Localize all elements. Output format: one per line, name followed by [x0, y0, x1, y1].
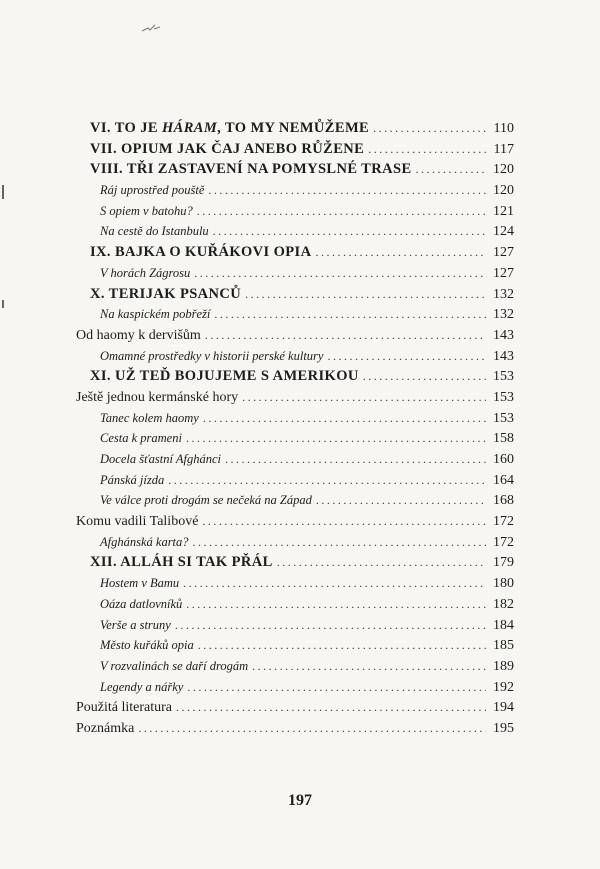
toc-subsection-entry: [76, 263, 514, 284]
dot-leader: [187, 677, 486, 698]
dot-leader: [193, 532, 486, 553]
toc-page-number: 132: [493, 286, 514, 302]
dot-leader: [202, 511, 486, 532]
toc-page-number: 195: [493, 720, 514, 736]
toc-entry-title: Afghánská karta?: [100, 534, 189, 549]
toc-entry-title: [76, 552, 273, 573]
dot-leader: [197, 201, 486, 222]
toc-subsection-entry: [76, 656, 514, 677]
toc-page-number: 158: [493, 431, 514, 447]
toc-entry-title: Docela šťastní Afghánci: [100, 452, 221, 466]
scan-edge-mark: [2, 185, 4, 199]
toc-page-number: 189: [493, 658, 514, 674]
dot-leader: [175, 615, 486, 636]
toc-subsection-entry: [76, 594, 514, 615]
toc-chapter-entry: [76, 118, 514, 139]
toc-page-number: 120: [493, 183, 514, 199]
page-number: 197: [288, 792, 312, 809]
toc-entry-title: Omamné prostředky v historii perské kultury: [100, 348, 324, 363]
toc-page-number: 164: [493, 472, 514, 488]
toc-entry-title: [76, 366, 359, 387]
toc-subsection-entry: [76, 573, 514, 594]
toc-entry-title-prefix: X. TERIJAK PSANCŮ: [90, 285, 242, 302]
toc-page-number: 168: [493, 493, 514, 509]
toc-page-number: 160: [493, 452, 514, 467]
dot-leader: [183, 573, 486, 594]
toc-entry-title: Hostem v Bamu: [100, 576, 180, 591]
toc-entry-title: Poznámka: [76, 720, 135, 736]
toc-entry-title-prefix: VI. TO JE: [90, 120, 162, 136]
dot-leader: [245, 284, 486, 305]
toc-entry-title: Na kaspickém pobřeží: [100, 307, 211, 322]
toc-chapter-entry: [76, 159, 514, 180]
toc-entry-title: Oáza datlovníků: [100, 596, 183, 611]
dot-leader: [138, 718, 486, 739]
toc-page-number: 121: [493, 203, 514, 219]
toc-entry-title: Komu vadili Talibové: [76, 514, 199, 530]
toc-subsection-entry: [76, 346, 514, 367]
dot-leader: [213, 221, 486, 242]
toc-page-number: 143: [493, 348, 514, 364]
toc-page-number: 184: [493, 617, 514, 633]
toc-section-entry: [76, 697, 514, 718]
dot-leader: [194, 263, 486, 284]
toc-page-number: 180: [493, 576, 514, 592]
dot-leader: [176, 697, 486, 718]
toc-page-number: 120: [493, 162, 514, 178]
scan-edge-mark: [2, 300, 4, 308]
toc-entry-title-emphasis: HÁRAM: [161, 120, 218, 136]
toc-entry-title: Na cestě do Istanbulu: [100, 224, 209, 239]
dot-leader: [203, 408, 486, 429]
dot-leader: [373, 118, 486, 139]
dot-leader: [214, 304, 486, 325]
scan-artifact-icon: [140, 22, 164, 34]
dot-leader: [208, 180, 486, 201]
toc-entry-title: Od haomy k dervišům: [76, 327, 201, 343]
table-of-contents: [76, 118, 514, 739]
toc-page-number: 153: [493, 410, 514, 426]
dot-leader: [416, 159, 486, 180]
dot-leader: [315, 242, 486, 263]
toc-entry-title-prefix: VIII. TŘI ZASTAVENÍ NA POMYSLNÉ TRASE: [90, 161, 412, 178]
toc-entry-title: Ve válce proti drogám se nečeká na Západ: [100, 493, 312, 508]
toc-section-entry: [76, 718, 514, 739]
toc-page-number: 172: [493, 514, 514, 530]
dot-leader: [327, 346, 486, 367]
toc-page-number: 117: [493, 141, 514, 157]
toc-page-number: 153: [493, 389, 514, 405]
toc-page-number: 192: [493, 679, 514, 695]
toc-section-entry: [76, 511, 514, 532]
toc-entry-title-prefix: XII. ALLÁH SI TAK PŘÁL: [90, 554, 273, 571]
toc-subsection-entry: [76, 677, 514, 698]
toc-subsection-entry: [76, 449, 514, 470]
dot-leader: [363, 366, 486, 387]
toc-section-entry: [76, 387, 514, 408]
toc-subsection-entry: [76, 615, 514, 636]
toc-entry-title: [76, 159, 412, 180]
toc-subsection-entry: [76, 201, 514, 222]
toc-entry-title: Pánská jízda: [100, 472, 165, 487]
toc-entry-title-prefix: VII. OPIUM JAK ČAJ ANEBO RŮŽENE: [90, 140, 365, 157]
toc-entry-title: [76, 242, 311, 263]
toc-subsection-entry: [76, 532, 514, 553]
toc-page-number: 127: [493, 265, 514, 281]
toc-entry-title: Tanec kolem haomy: [100, 410, 199, 425]
toc-section-entry: [76, 325, 514, 346]
dot-leader: [316, 490, 486, 511]
toc-page-number: 153: [493, 369, 514, 385]
toc-chapter-entry: [76, 552, 514, 573]
toc-entry-title: [76, 139, 364, 160]
toc-page-number: 127: [493, 245, 514, 261]
toc-entry-title: [76, 118, 369, 139]
dot-leader: [368, 139, 486, 160]
toc-entry-title: Použitá literatura: [76, 700, 173, 716]
toc-entry-title: S opiem v batohu?: [100, 203, 193, 218]
toc-subsection-entry: [76, 221, 514, 242]
toc-page-number: 194: [493, 700, 514, 716]
toc-page-number: 172: [493, 534, 514, 550]
toc-page-number: 179: [493, 555, 514, 571]
toc-page-number: 182: [493, 596, 514, 612]
toc-subsection-entry: [76, 470, 514, 491]
toc-entry-title: Verše a struny: [100, 617, 171, 632]
dot-leader: [252, 656, 486, 677]
toc-chapter-entry: [76, 366, 514, 387]
dot-leader: [168, 470, 486, 491]
toc-entry-title: [76, 284, 241, 305]
toc-subsection-entry: [76, 635, 514, 656]
toc-entry-title-prefix: XI. UŽ TEĎ BOJUJEME S AMERIKOU: [90, 368, 359, 385]
toc-page-number: 124: [493, 224, 514, 240]
toc-chapter-entry: [76, 284, 514, 305]
dot-leader: [186, 594, 486, 615]
dot-leader: [198, 635, 486, 656]
toc-entry-title-suffix: , TO MY NEMŮŽEME: [217, 120, 370, 136]
toc-subsection-entry: [76, 428, 514, 449]
toc-entry-title: Cesta k prameni: [100, 431, 182, 446]
toc-chapter-entry: [76, 242, 514, 263]
dot-leader: [277, 552, 486, 573]
toc-entry-title-prefix: IX. BAJKA O KUŘÁKOVI OPIA: [90, 244, 312, 261]
toc-page-number: 143: [493, 327, 514, 343]
toc-entry-title: Ještě jednou kermánské hory: [76, 389, 239, 405]
toc-entry-title: Ráj uprostřed pouště: [100, 183, 205, 198]
toc-subsection-entry: [76, 408, 514, 429]
toc-entry-title: Legendy a nářky: [100, 679, 184, 694]
dot-leader: [186, 428, 486, 449]
toc-subsection-entry: [76, 490, 514, 511]
toc-chapter-entry: [76, 139, 514, 160]
toc-page-number: 132: [493, 307, 514, 323]
toc-entry-title: Město kuřáků opia: [100, 638, 194, 653]
toc-subsection-entry: [76, 304, 514, 325]
dot-leader: [205, 325, 486, 346]
toc-subsection-entry: [76, 180, 514, 201]
dot-leader: [225, 449, 486, 470]
toc-entry-title: V rozvalinách se daří drogám: [100, 658, 249, 673]
toc-page-number: 110: [493, 121, 514, 136]
toc-page-number: 185: [493, 638, 514, 654]
dot-leader: [242, 387, 486, 408]
toc-entry-title: V horách Zágrosu: [100, 265, 191, 280]
